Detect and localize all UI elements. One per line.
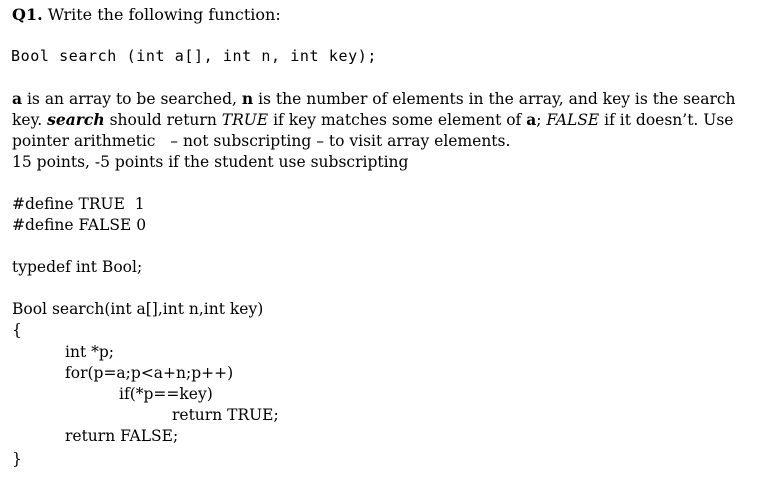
code-pointer-decl: int *p; [65,343,114,361]
description-text: if it doesn’t. Use [599,111,734,129]
description-text: if key matches some element of [268,111,527,129]
code-for-loop: for(p=a;p<a+n;p++) [65,364,234,382]
question-heading [12,5,281,25]
description-text: is the number of elements in the array, and key is the search [253,90,736,108]
false-constant: FALSE [546,111,600,129]
description-line-1 [12,89,736,109]
grading-note: 15 points, -5 points if the student use subscripting [12,153,409,171]
code-define-true: #define TRUE 1 [12,195,145,213]
code-typedef: typedef int Bool; [12,258,143,276]
code-close-brace: } [12,450,22,468]
code-return-false: return FALSE; [65,427,179,445]
description-line-3: pointer arithmetic – not subscripting – to visit array elements. [12,132,511,150]
question-prompt: Write the following function: [42,5,281,24]
function-signature: Bool search (int a[], int n, int key); [11,47,377,65]
description-text: is an array to be searched, [22,90,242,108]
description-line-2 [12,110,733,130]
question-number: Q1. [12,5,43,24]
code-define-false: #define FALSE 0 [12,216,147,234]
description-text: should return [104,111,222,129]
description-text: key. [12,111,48,129]
code-function-header: Bool search(int a[],int n,int key) [12,300,264,318]
code-if-statement: if(*p==key) [119,385,213,403]
description-text: ; [536,111,547,129]
code-open-brace: { [12,321,22,339]
function-name-search: search [47,110,105,129]
code-return-true: return TRUE; [172,406,279,424]
param-n: n [241,89,254,108]
true-constant: TRUE [221,111,269,129]
param-a: a [12,89,23,108]
param-a-ref: a [526,110,537,129]
